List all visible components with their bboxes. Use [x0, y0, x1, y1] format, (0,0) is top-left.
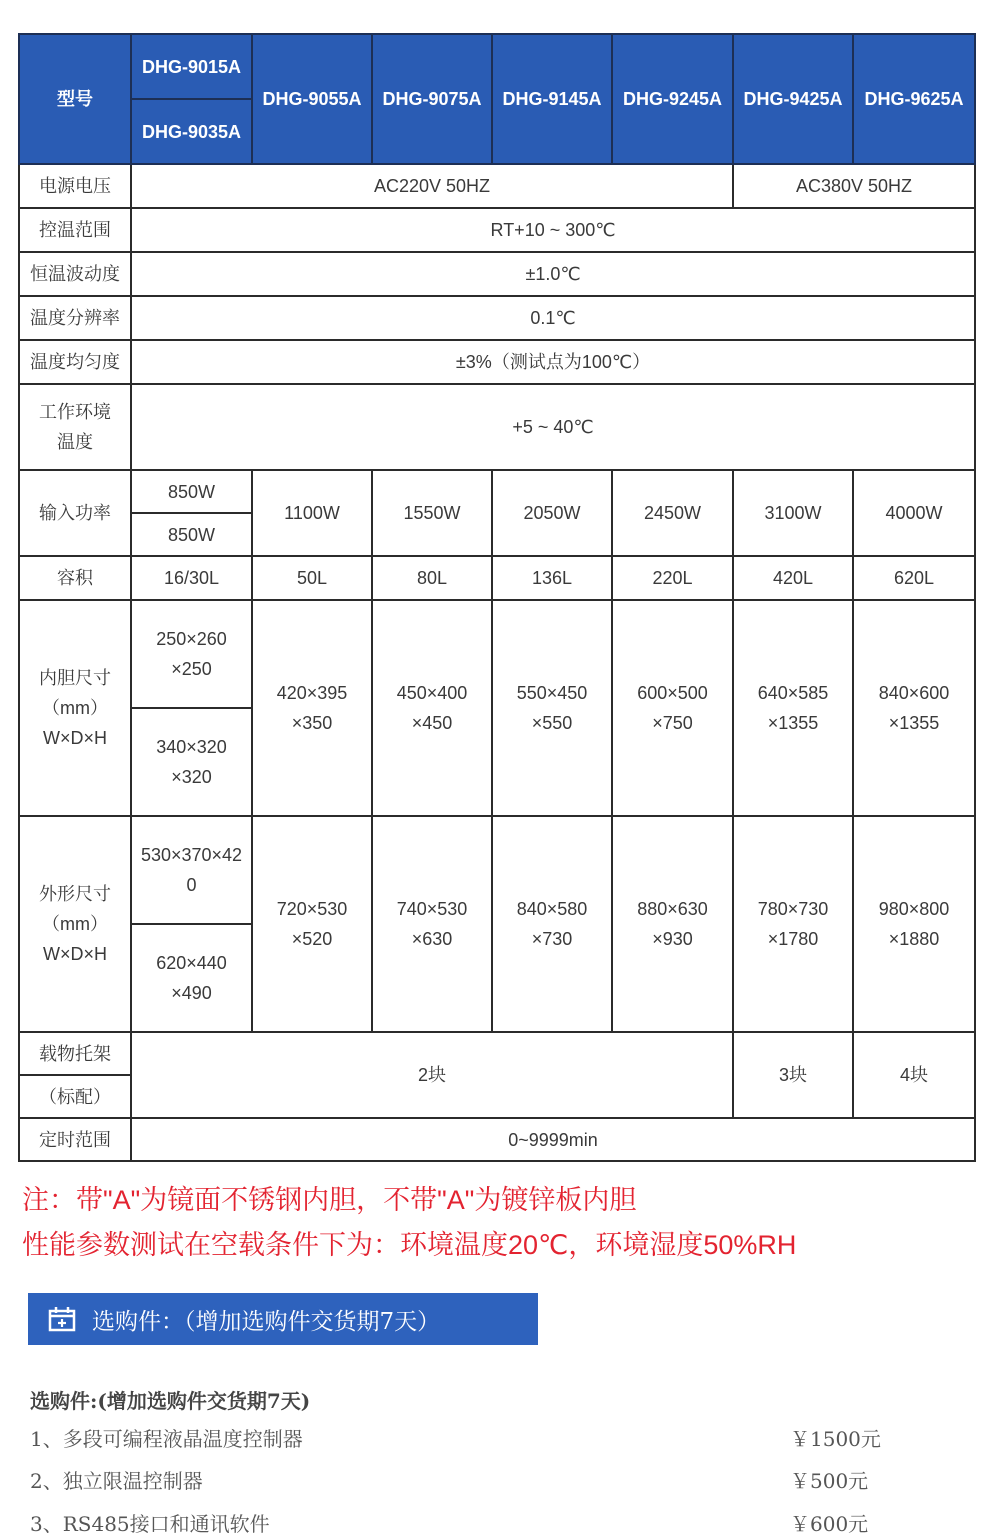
- row-label-line: 内胆尺寸: [39, 668, 111, 688]
- options-banner: [28, 1293, 538, 1345]
- row-label: [19, 384, 131, 470]
- cell-value: 0.1℃: [131, 296, 975, 340]
- cell-value: AC380V 50HZ: [733, 164, 975, 208]
- row-label: [19, 816, 131, 1032]
- table-row: [19, 340, 975, 384]
- cell-value: 1550W: [372, 470, 492, 556]
- header-model: DHG-9015A: [131, 34, 252, 99]
- row-label-line: 外形尺寸: [39, 884, 111, 904]
- cell-value: 420×395 ×350: [252, 600, 372, 816]
- row-label: 温度均匀度: [19, 340, 131, 384]
- option-item-price: ￥500元: [790, 1469, 869, 1493]
- table-row: [19, 208, 975, 252]
- header-row: [19, 34, 975, 99]
- row-label-line: （mm）: [42, 914, 108, 934]
- option-item-name: 1、多段可编程液晶温度控制器: [30, 1427, 303, 1451]
- cell-value: 620×440 ×490: [131, 924, 252, 1032]
- row-label-line: W×D×H: [42, 728, 107, 748]
- header-model: DHG-9425A: [733, 34, 853, 164]
- header-model: DHG-9055A: [252, 34, 372, 164]
- notes: [22, 1178, 796, 1268]
- cell-value: 780×730 ×1780: [733, 816, 853, 1032]
- spec-table: [18, 33, 976, 1162]
- table-row: [19, 600, 975, 708]
- option-item-price: ￥600元: [790, 1512, 869, 1536]
- row-label-line: 工作环境: [39, 402, 111, 422]
- row-label: （标配）: [19, 1075, 131, 1118]
- cell-value: AC220V 50HZ: [131, 164, 733, 208]
- row-label: 电源电压: [19, 164, 131, 208]
- cell-value: 4块: [853, 1032, 975, 1118]
- table-row: [19, 470, 975, 513]
- row-label: 温度分辨率: [19, 296, 131, 340]
- table-row: [19, 556, 975, 600]
- header-model-label: 型号: [19, 34, 131, 164]
- table-row: [19, 384, 975, 470]
- header-model: DHG-9145A: [492, 34, 612, 164]
- cell-value: 620L: [853, 556, 975, 600]
- row-label: [19, 600, 131, 816]
- cell-value: ±1.0℃: [131, 252, 975, 296]
- row-label: 控温范围: [19, 208, 131, 252]
- cell-value: 550×450 ×550: [492, 600, 612, 816]
- row-label: 定时范围: [19, 1118, 131, 1161]
- table-row: [19, 816, 975, 924]
- row-label: 容积: [19, 556, 131, 600]
- cell-value: 250×260 ×250: [131, 600, 252, 708]
- cell-value: 3块: [733, 1032, 853, 1118]
- cell-value: 50L: [252, 556, 372, 600]
- cell-value: 220L: [612, 556, 733, 600]
- cell-value: 450×400 ×450: [372, 600, 492, 816]
- option-item-name: 2、独立限温控制器: [30, 1469, 203, 1493]
- cell-value: 980×800 ×1880: [853, 816, 975, 1032]
- cell-value: RT+10 ~ 300℃: [131, 208, 975, 252]
- cell-value: 16/30L: [131, 556, 252, 600]
- note-line: 性能参数测试在空载条件下为：环境温度20℃，环境湿度50%RH: [22, 1230, 797, 1260]
- note-line: 注：带"A"为镜面不锈钢内胆，不带"A"为镀锌板内胆: [22, 1185, 637, 1215]
- cell-value: 80L: [372, 556, 492, 600]
- calendar-plus-icon: [48, 1306, 76, 1332]
- row-label-line: W×D×H: [42, 944, 107, 964]
- cell-value: ±3%（测试点为100℃）: [131, 340, 975, 384]
- row-label-line: （mm）: [42, 698, 108, 718]
- cell-value: 420L: [733, 556, 853, 600]
- header-model: DHG-9625A: [853, 34, 975, 164]
- table-row: [19, 252, 975, 296]
- cell-value: 3100W: [733, 470, 853, 556]
- table-row: [19, 296, 975, 340]
- cell-value: 850W: [131, 470, 252, 513]
- cell-value: 530×370×42 0: [131, 816, 252, 924]
- row-label: 载物托架: [19, 1032, 131, 1075]
- header-model: DHG-9035A: [131, 99, 252, 164]
- option-item-name: 3、RS485接口和通讯软件: [30, 1512, 270, 1536]
- row-label: 输入功率: [19, 470, 131, 556]
- options-title: 选购件:(增加选购件交货期7天): [30, 1389, 311, 1413]
- row-label: 恒温波动度: [19, 252, 131, 296]
- cell-value: 4000W: [853, 470, 975, 556]
- cell-value: 2块: [131, 1032, 733, 1118]
- cell-value: 2450W: [612, 470, 733, 556]
- cell-value: 136L: [492, 556, 612, 600]
- cell-value: 720×530 ×520: [252, 816, 372, 1032]
- options-banner-text: 选购件：（增加选购件交货期7天）: [92, 1308, 441, 1335]
- header-model: DHG-9245A: [612, 34, 733, 164]
- cell-value: 2050W: [492, 470, 612, 556]
- row-label-line: 温度: [57, 432, 93, 452]
- cell-value: 640×585 ×1355: [733, 600, 853, 816]
- table-row: [19, 164, 975, 208]
- cell-value: 840×580 ×730: [492, 816, 612, 1032]
- cell-value: 880×630 ×930: [612, 816, 733, 1032]
- cell-value: 1100W: [252, 470, 372, 556]
- cell-value: 840×600 ×1355: [853, 600, 975, 816]
- table-row: [19, 1032, 975, 1075]
- header-model: DHG-9075A: [372, 34, 492, 164]
- cell-value: 600×500 ×750: [612, 600, 733, 816]
- option-item-price: ￥1500元: [790, 1427, 881, 1451]
- cell-value: 850W: [131, 513, 252, 556]
- cell-value: +5 ~ 40℃: [131, 384, 975, 470]
- cell-value: 340×320 ×320: [131, 708, 252, 816]
- cell-value: 740×530 ×630: [372, 816, 492, 1032]
- table-row: [19, 1118, 975, 1161]
- cell-value: 0~9999min: [131, 1118, 975, 1161]
